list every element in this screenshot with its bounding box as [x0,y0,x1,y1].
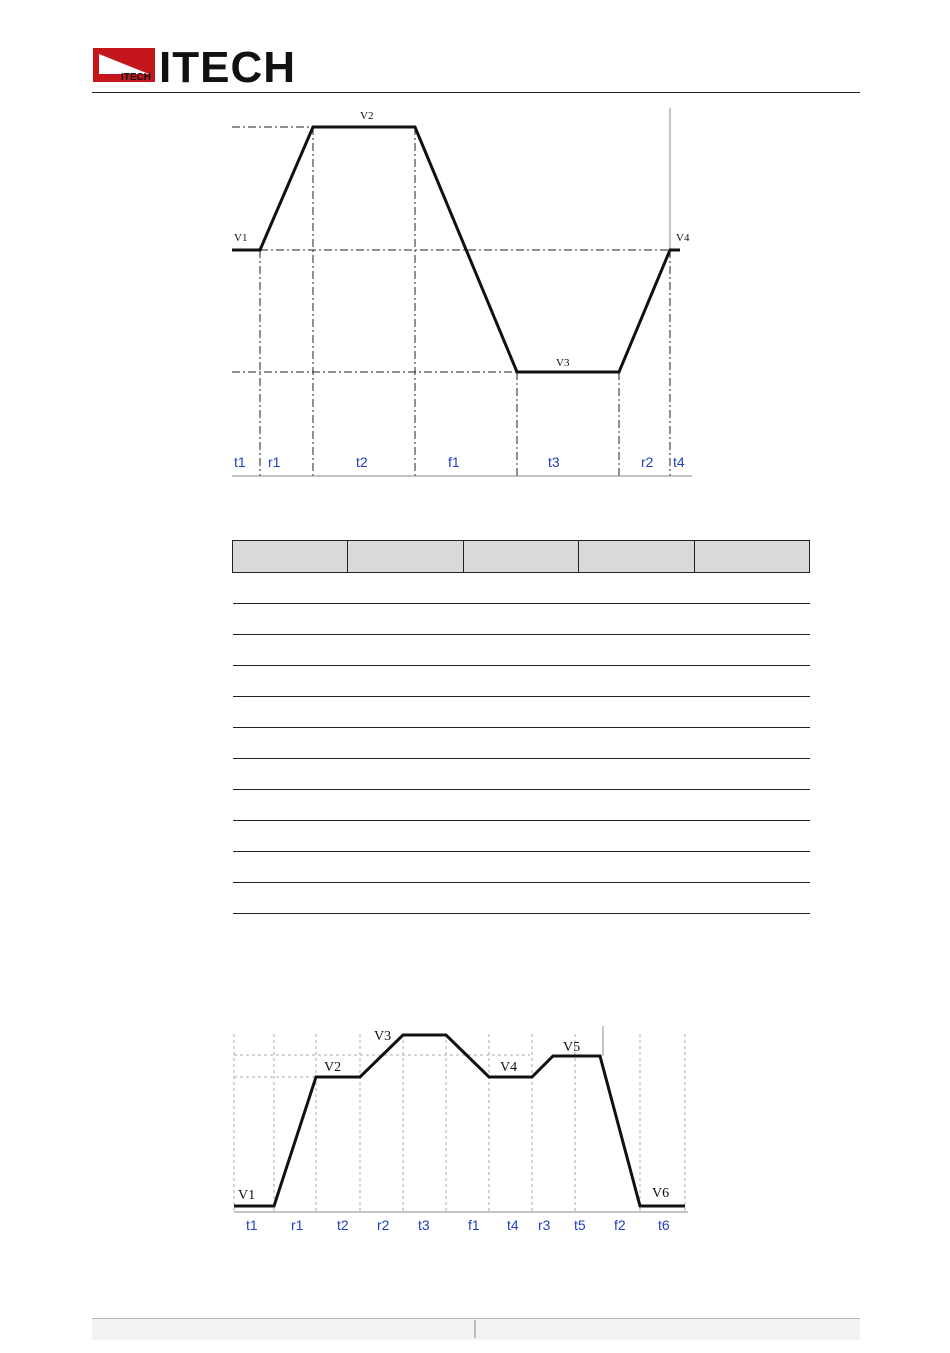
table-row [233,759,810,790]
table-header-cell [694,541,809,573]
parameter-table [232,540,810,914]
table-cell [463,821,578,852]
table-cell [348,852,463,883]
segment-label-t5: t5 [574,1217,586,1233]
table-header-cell [348,541,463,573]
header-rule [92,92,860,93]
table-cell [233,573,348,604]
table-cell [579,666,694,697]
table-cell [694,697,809,728]
segment-label-f1: f1 [468,1217,480,1233]
table-body [233,573,810,914]
footer-divider [474,1320,476,1338]
segment-label-t2: t2 [337,1217,349,1233]
table-cell [233,635,348,666]
level-label-v2: V2 [360,110,374,122]
table-header-cell [579,541,694,573]
table-cell [348,604,463,635]
segment-label-f2: f2 [614,1217,626,1233]
table-cell [463,852,578,883]
footer-bar [92,1318,860,1340]
waveform-diagram-1 [228,104,698,480]
segment-label-r1: r1 [268,454,281,470]
table-row [233,728,810,759]
level-label-v2: V2 [324,1060,342,1075]
table-cell [233,604,348,635]
table-cell [694,573,809,604]
table-row [233,821,810,852]
segment-label-t3: t3 [548,454,560,470]
table-cell [348,728,463,759]
table-cell [233,697,348,728]
segment-label-r2: r2 [377,1217,390,1233]
table-cell [463,759,578,790]
level-label-v3: V3 [374,1029,392,1044]
waveform-2-trace [234,1035,685,1206]
table-cell [579,759,694,790]
segment-label-f1: f1 [448,454,460,470]
table-row [233,697,810,728]
table-cell [463,728,578,759]
segment-label-t3: t3 [418,1217,430,1233]
table-cell [233,852,348,883]
table-row [233,666,810,697]
segment-label-t4: t4 [507,1217,519,1233]
table-cell [694,635,809,666]
table-cell [463,635,578,666]
table-cell [348,790,463,821]
segment-label-t2: t2 [356,454,368,470]
table-row [233,635,810,666]
table-cell [579,821,694,852]
table-cell [694,604,809,635]
table-cell [579,635,694,666]
table-cell [463,697,578,728]
table-row [233,604,810,635]
table-cell [348,666,463,697]
segment-label-t1: t1 [246,1217,258,1233]
table-cell [233,759,348,790]
table-cell [348,821,463,852]
segment-label-r1: r1 [291,1217,304,1233]
level-label-v1: V1 [238,1188,256,1203]
table-row [233,883,810,914]
table-cell [233,883,348,914]
table-cell [579,728,694,759]
table-header-cell [463,541,578,573]
table-cell [348,883,463,914]
segment-label-t1: t1 [234,454,246,470]
waveform-diagram-2 [230,1024,692,1234]
table-cell [233,666,348,697]
table-header-cell [233,541,348,573]
table-cell [233,728,348,759]
table-cell [579,852,694,883]
level-label-v4: V4 [676,232,690,244]
table-cell [694,666,809,697]
level-label-v1: V1 [234,232,248,244]
table-cell [463,666,578,697]
logo-badge-text: ITECH [121,72,151,83]
level-label-v3: V3 [556,357,570,369]
table-cell [694,883,809,914]
table-row [233,852,810,883]
table-cell [348,635,463,666]
table-cell [579,883,694,914]
table-row [233,573,810,604]
table-header-row [233,541,810,573]
table-cell [694,821,809,852]
itech-logo [93,44,309,86]
segment-label-r2: r2 [641,454,654,470]
logo-wordmark: ITECH [159,44,296,86]
table-cell [694,852,809,883]
table-cell [348,697,463,728]
table-cell [579,790,694,821]
table-cell [463,790,578,821]
level-label-v5: V5 [563,1040,581,1055]
segment-label-t6: t6 [658,1217,670,1233]
table-cell [233,821,348,852]
table-cell [348,759,463,790]
table-cell [463,573,578,604]
table-cell [233,790,348,821]
table-cell [694,790,809,821]
level-label-v4: V4 [500,1060,518,1075]
table-cell [463,604,578,635]
table-cell [579,573,694,604]
table-cell [694,759,809,790]
level-label-v6: V6 [652,1186,670,1201]
table-cell [579,604,694,635]
table-row [233,790,810,821]
segment-label-r3: r3 [538,1217,551,1233]
table-cell [348,573,463,604]
table-cell [694,728,809,759]
table-cell [463,883,578,914]
table-cell [579,697,694,728]
segment-label-t4: t4 [673,454,685,470]
